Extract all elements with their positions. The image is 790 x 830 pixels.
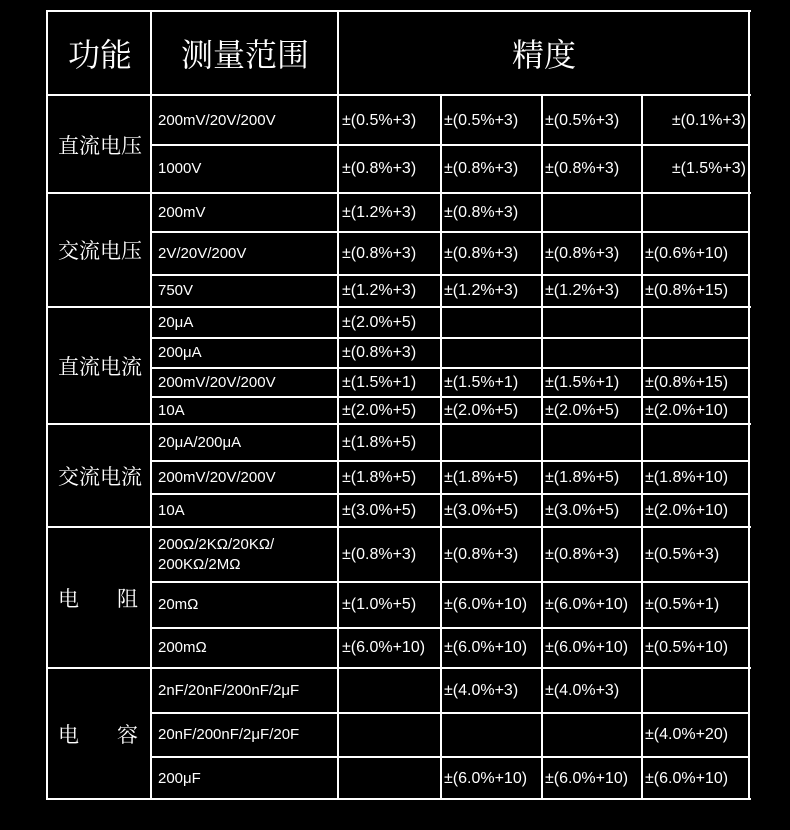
accuracy-cell: ±(2.0%+5) bbox=[342, 313, 417, 331]
row-divider bbox=[152, 396, 750, 398]
accuracy-cell bbox=[643, 307, 750, 338]
accuracy-cell: ±(0.5%+1) bbox=[645, 596, 720, 613]
accuracy-cell: ±(6.0%+10) bbox=[545, 596, 629, 613]
accuracy-cell: ±(0.8%+3) bbox=[545, 160, 620, 177]
row-divider bbox=[152, 493, 750, 495]
range-cell: 200mV/20V/200V bbox=[158, 373, 276, 391]
row-divider bbox=[152, 337, 750, 339]
accuracy-cell bbox=[643, 668, 750, 713]
accuracy-cell: ±(6.0%+10) bbox=[342, 639, 426, 656]
function-label-char: 电 bbox=[58, 723, 79, 747]
accuracy-cell: ±(0.5%+3) bbox=[645, 545, 720, 563]
accuracy-cell bbox=[543, 424, 643, 461]
column-divider bbox=[440, 96, 442, 798]
accuracy-cell: ±(0.5%+3) bbox=[444, 111, 519, 129]
accuracy-cell: ±(6.0%+10) bbox=[645, 769, 729, 787]
row-divider bbox=[152, 712, 750, 714]
accuracy-cell: ±(1.5%+1) bbox=[545, 373, 620, 391]
range-cell: 20μA/200μA bbox=[158, 433, 242, 451]
column-divider bbox=[541, 96, 543, 798]
range-cell: 10A bbox=[158, 401, 185, 419]
accuracy-cell: ±(1.5%+1) bbox=[444, 373, 519, 391]
accuracy-cell bbox=[643, 193, 750, 232]
accuracy-cell: ±(1.8%+10) bbox=[645, 468, 729, 486]
accuracy-cell: ±(4.0%+3) bbox=[545, 681, 620, 699]
accuracy-cell: ±(0.5%+10) bbox=[645, 639, 729, 656]
accuracy-cell bbox=[643, 338, 750, 368]
row-divider bbox=[152, 231, 750, 233]
accuracy-cell: ±(1.5%+1) bbox=[342, 373, 417, 391]
accuracy-cell: ±(0.8%+3) bbox=[444, 203, 519, 221]
accuracy-cell: ±(0.8%+3) bbox=[444, 160, 519, 177]
accuracy-cell: ±(1.8%+5) bbox=[444, 468, 519, 486]
range-cell: 20mΩ bbox=[158, 596, 199, 613]
header-range: 测量范围 bbox=[180, 36, 309, 74]
header-divider bbox=[46, 94, 751, 96]
accuracy-cell: ±(2.0%+5) bbox=[545, 401, 620, 419]
accuracy-cell bbox=[543, 307, 643, 338]
accuracy-cell: ±(1.2%+3) bbox=[545, 282, 620, 299]
accuracy-cell: ±(0.8%+3) bbox=[342, 545, 417, 563]
accuracy-cell: ±(2.0%+5) bbox=[444, 401, 519, 419]
accuracy-cell bbox=[340, 668, 442, 713]
accuracy-cell: ±(2.0%+10) bbox=[645, 401, 729, 419]
row-divider bbox=[152, 460, 750, 462]
accuracy-cell: ±(1.8%+5) bbox=[545, 468, 620, 486]
column-divider bbox=[337, 12, 339, 798]
accuracy-cell: ±(1.2%+3) bbox=[444, 282, 519, 299]
accuracy-cell: ±(6.0%+10) bbox=[545, 639, 629, 656]
accuracy-cell: ±(0.8%+15) bbox=[645, 282, 729, 299]
row-divider bbox=[152, 144, 750, 146]
accuracy-cell: ±(0.8%+3) bbox=[342, 244, 417, 262]
accuracy-cell: ±(0.6%+10) bbox=[645, 244, 729, 262]
accuracy-cell: ±(4.0%+20) bbox=[645, 726, 729, 743]
accuracy-cell bbox=[543, 338, 643, 368]
accuracy-cell: ±(2.0%+5) bbox=[342, 401, 417, 419]
range-cell: 20nF/200nF/2μF/20F bbox=[158, 726, 300, 743]
accuracy-cell: ±(0.8%+3) bbox=[545, 545, 620, 563]
range-cell: 200μA bbox=[158, 344, 202, 361]
accuracy-cell: ±(0.8%+15) bbox=[645, 373, 729, 391]
group-divider bbox=[46, 423, 751, 425]
range-cell: 200μF bbox=[158, 769, 201, 787]
accuracy-cell: ±(0.1%+3) bbox=[671, 111, 746, 129]
column-divider bbox=[641, 96, 643, 798]
function-label-char: 电 bbox=[58, 586, 79, 611]
range-cell bbox=[152, 527, 340, 582]
accuracy-cell: ±(1.2%+3) bbox=[342, 282, 417, 299]
header-function: 功能 bbox=[67, 36, 132, 74]
accuracy-cell: ±(0.5%+3) bbox=[545, 111, 620, 129]
accuracy-cell: ±(6.0%+10) bbox=[545, 769, 629, 787]
accuracy-cell: ±(6.0%+10) bbox=[444, 769, 528, 787]
accuracy-cell bbox=[340, 757, 442, 800]
accuracy-cell bbox=[442, 713, 543, 757]
row-divider bbox=[152, 756, 750, 758]
group-divider bbox=[46, 526, 751, 528]
accuracy-cell: ±(0.8%+3) bbox=[444, 244, 519, 262]
range-text-line: 200Ω/2KΩ/20KΩ/ bbox=[158, 535, 275, 553]
accuracy-cell: ±(1.2%+3) bbox=[342, 203, 417, 221]
table-border-right bbox=[748, 10, 750, 800]
accuracy-cell bbox=[442, 338, 543, 368]
function-label: 直流电压 bbox=[58, 133, 142, 158]
accuracy-cell: ±(3.0%+5) bbox=[342, 501, 417, 519]
range-cell: 200mV/20V/200V bbox=[158, 111, 276, 129]
accuracy-cell: ±(0.5%+3) bbox=[342, 111, 417, 129]
accuracy-cell: ±(3.0%+5) bbox=[545, 501, 620, 519]
range-cell: 2nF/20nF/200nF/2μF bbox=[158, 681, 300, 699]
accuracy-cell bbox=[543, 193, 643, 232]
accuracy-cell: ±(1.0%+5) bbox=[342, 596, 417, 613]
accuracy-cell: ±(1.5%+3) bbox=[671, 160, 746, 177]
function-label-char: 阻 bbox=[117, 586, 138, 611]
accuracy-cell: ±(1.8%+5) bbox=[342, 433, 417, 451]
function-label: 交流电压 bbox=[58, 239, 142, 263]
range-text-line: 200KΩ/2MΩ bbox=[158, 555, 241, 573]
function-label-char: 容 bbox=[117, 723, 138, 747]
accuracy-cell bbox=[543, 713, 643, 757]
accuracy-cell: ±(0.8%+3) bbox=[545, 244, 620, 262]
table-border-bottom bbox=[46, 798, 751, 800]
range-cell: 10A bbox=[158, 501, 185, 519]
range-cell: 200mV/20V/200V bbox=[158, 468, 276, 486]
accuracy-cell: ±(3.0%+5) bbox=[444, 501, 519, 519]
accuracy-cell bbox=[643, 424, 750, 461]
row-divider bbox=[152, 581, 750, 583]
accuracy-cell: ±(2.0%+10) bbox=[645, 501, 729, 519]
accuracy-cell: ±(4.0%+3) bbox=[444, 681, 519, 699]
table-border-left bbox=[46, 10, 48, 800]
row-divider bbox=[152, 627, 750, 629]
accuracy-cell: ±(0.8%+3) bbox=[342, 160, 417, 177]
range-cell: 20μA bbox=[158, 313, 194, 331]
accuracy-cell: ±(6.0%+10) bbox=[444, 596, 528, 613]
range-cell: 2V/20V/200V bbox=[158, 244, 247, 262]
group-divider bbox=[46, 306, 751, 308]
accuracy-cell bbox=[442, 424, 543, 461]
function-label bbox=[48, 668, 152, 800]
accuracy-cell: ±(1.8%+5) bbox=[342, 468, 417, 486]
function-label bbox=[48, 527, 152, 668]
accuracy-cell: ±(0.8%+3) bbox=[342, 344, 417, 361]
accuracy-cell bbox=[442, 307, 543, 338]
range-cell: 200mΩ bbox=[158, 639, 207, 656]
accuracy-cell: ±(6.0%+10) bbox=[444, 639, 528, 656]
group-divider bbox=[46, 667, 751, 669]
function-label: 直流电流 bbox=[58, 354, 142, 379]
row-divider bbox=[152, 367, 750, 369]
header-accuracy: 精度 bbox=[511, 36, 576, 74]
column-divider bbox=[150, 12, 152, 798]
range-cell: 200mV bbox=[158, 203, 206, 221]
row-divider bbox=[152, 274, 750, 276]
group-divider bbox=[46, 192, 751, 194]
accuracy-cell bbox=[340, 713, 442, 757]
range-cell: 750V bbox=[158, 282, 194, 299]
function-label: 交流电流 bbox=[58, 464, 142, 489]
accuracy-cell: ±(0.8%+3) bbox=[444, 545, 519, 563]
range-cell: 1000V bbox=[158, 160, 202, 177]
